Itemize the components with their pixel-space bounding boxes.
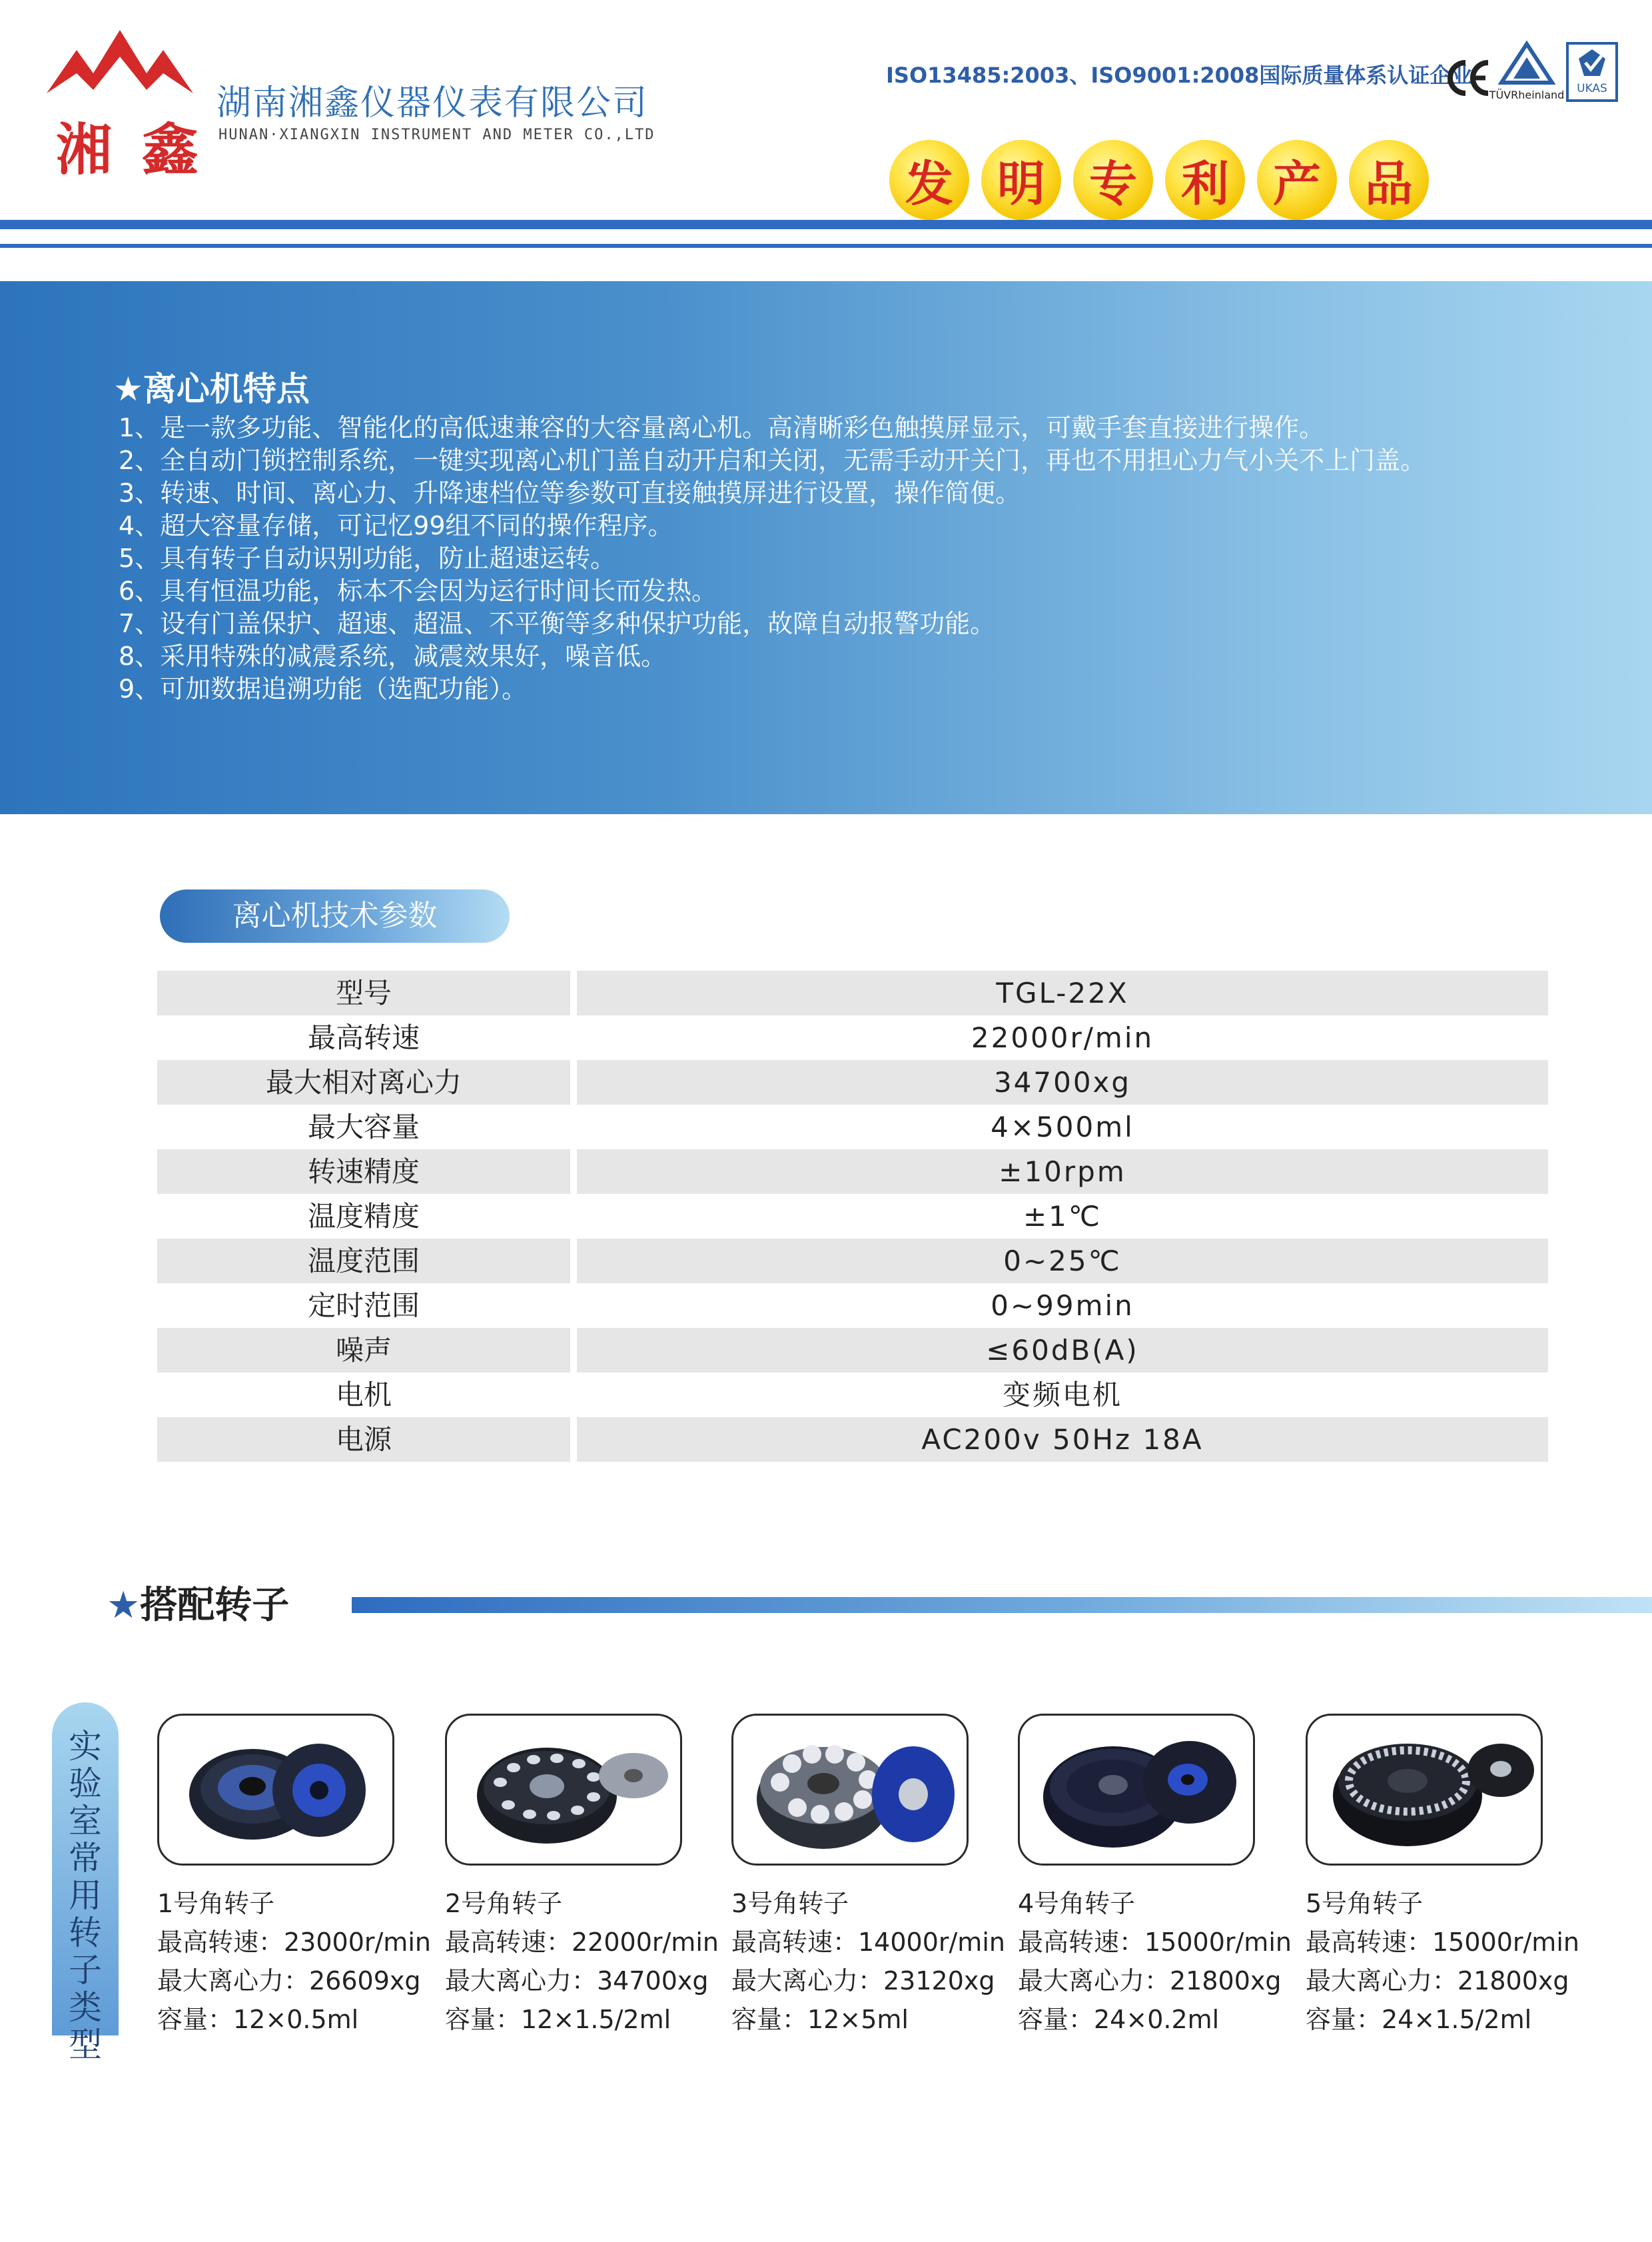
feature-item: 6、具有恒温功能，标本不会因为运行时间长而发热。 xyxy=(119,576,717,606)
table-row xyxy=(157,1239,1548,1283)
rotor-name: 2号角转子 xyxy=(445,1889,563,1918)
logo-mountains-icon xyxy=(47,27,193,107)
tuv-label: TÜVRheinland xyxy=(1489,89,1565,101)
feature-item: 5、具有转子自动识别功能，防止超速运转。 xyxy=(119,544,616,573)
feature-item: 3、转速、时间、离心力、升降速档位等参数可直接触摸屏进行设置，操作简便。 xyxy=(119,478,1021,508)
table-row xyxy=(157,1015,1548,1060)
table-row xyxy=(157,1417,1548,1462)
feature-item: 2、全自动门锁控制系统，一键实现离心机门盖自动开启和关闭，无需手动开关门，再也不用担心力气小关不上门盖。 xyxy=(119,446,1426,475)
rotor-force: 最大离心力：23120xg xyxy=(731,1966,995,1995)
feature-item: 4、超大容量存储，可记忆99组不同的操作程序。 xyxy=(119,511,673,540)
company-name-cn: 湖南湘鑫仪器仪表有限公司 xyxy=(216,83,649,123)
rotor-capacity: 容量：12×5ml xyxy=(731,2005,909,2034)
rotor-image xyxy=(157,1714,394,1866)
logo-characters: 湘 鑫 xyxy=(56,117,204,183)
rotor-card xyxy=(157,1714,431,2039)
rotor-name: 4号角转子 xyxy=(1018,1889,1136,1918)
rotor-force: 最大离心力：26609xg xyxy=(157,1966,421,1995)
param-value: ≤60dB(A) xyxy=(577,1328,1548,1373)
rotor-speed: 最高转速：22000r/min xyxy=(445,1928,719,1957)
param-name: 型号 xyxy=(157,971,570,1015)
header-divider-thin xyxy=(0,244,1652,248)
param-name: 温度范围 xyxy=(157,1239,570,1283)
tuv-rheinland-icon xyxy=(1489,40,1565,104)
table-row xyxy=(157,1328,1548,1373)
table-row xyxy=(157,1194,1548,1239)
company-name-en: HUNAN·XIANGXIN INSTRUMENT AND METER CO.,LTD xyxy=(218,127,655,143)
param-name: 电源 xyxy=(157,1417,570,1462)
feature-item: 8、采用特殊的减震系统，减震效果好，噪音低。 xyxy=(119,642,667,671)
param-value: 4×500ml xyxy=(991,1111,1134,1143)
param-value: 变频电机 xyxy=(1002,1379,1122,1411)
param-name: 最大相对离心力 xyxy=(157,1060,570,1105)
param-value: 0~99min xyxy=(991,1289,1134,1322)
param-name: 定时范围 xyxy=(307,1289,420,1322)
rotor-force: 最大离心力：21800xg xyxy=(1306,1966,1569,1995)
features-list xyxy=(119,412,1426,706)
param-name: 最高转速 xyxy=(307,1021,420,1054)
rotor-speed: 最高转速：14000r/min xyxy=(731,1928,1005,1957)
feature-item: 9、可加数据追溯功能（选配功能）。 xyxy=(119,674,528,704)
patent-badge: 明 xyxy=(981,140,1061,220)
side-label-text: 实 验 室 常 用 转 子 类 型 xyxy=(69,1727,102,2064)
rotor-5-icon xyxy=(1308,1716,1541,1864)
patent-badge: 品 xyxy=(1349,140,1429,220)
rotor-image xyxy=(1306,1714,1543,1866)
rotor-1-icon xyxy=(159,1716,392,1864)
param-value: ±10rpm xyxy=(577,1149,1548,1194)
rotor-capacity: 容量：24×0.2ml xyxy=(1018,2005,1220,2034)
rotor-capacity: 容量：12×0.5ml xyxy=(157,2005,359,2034)
rotors-title-bar xyxy=(352,1597,1652,1613)
ce-mark-icon xyxy=(1444,55,1491,101)
rotor-card xyxy=(1306,1714,1579,2039)
patent-badge: 利 xyxy=(1165,140,1245,220)
param-value: ±1℃ xyxy=(1023,1200,1102,1233)
rotor-force: 最大离心力：21800xg xyxy=(1018,1966,1282,1995)
params-table xyxy=(157,971,1548,1462)
features-section xyxy=(0,281,1652,814)
company-logo xyxy=(47,27,204,183)
rotor-name: 3号角转子 xyxy=(731,1889,849,1918)
star-icon: ★ xyxy=(107,1584,141,1627)
param-value: 0~25℃ xyxy=(577,1239,1548,1283)
rotor-speed: 最高转速：15000r/min xyxy=(1306,1928,1579,1957)
param-value: TGL-22X xyxy=(577,971,1548,1015)
patent-badge: 专 xyxy=(1073,140,1153,220)
rotors-title-text: 搭配转子 xyxy=(140,1584,290,1627)
patent-badge: 产 xyxy=(1257,140,1337,220)
certification-text: ISO13485:2003、ISO9001:2008国际质量体系认证企业 xyxy=(886,63,1473,88)
table-row xyxy=(157,1373,1548,1417)
feature-item: 7、设有门盖保护、超速、超温、不平衡等多种保护功能，故障自动报警功能。 xyxy=(119,609,996,638)
rotors-title xyxy=(107,1576,289,1629)
ukas-label: UKAS xyxy=(1577,82,1607,95)
table-row xyxy=(157,1149,1548,1194)
rotor-image xyxy=(445,1714,682,1866)
rotor-3-icon xyxy=(733,1716,967,1864)
table-row xyxy=(157,1283,1548,1328)
patent-badge: 发 xyxy=(889,140,969,220)
param-value: AC200v 50Hz 18A xyxy=(577,1417,1548,1462)
patent-product-badges xyxy=(889,140,1441,220)
rotor-force: 最大离心力：34700xg xyxy=(445,1966,709,1995)
certification-icons xyxy=(1444,40,1624,104)
table-row xyxy=(157,1105,1548,1149)
rotor-image xyxy=(731,1714,969,1866)
ukas-icon xyxy=(1565,41,1619,103)
rotor-type-side-label xyxy=(52,1702,119,2064)
rotor-card xyxy=(445,1714,719,2039)
param-name: 温度精度 xyxy=(307,1200,420,1233)
params-title: 离心机技术参数 xyxy=(160,889,510,943)
param-value: 34700xg xyxy=(577,1060,1548,1105)
param-name: 转速精度 xyxy=(157,1149,570,1194)
header-divider xyxy=(0,220,1652,229)
rotor-name: 1号角转子 xyxy=(157,1889,275,1918)
rotor-4-icon xyxy=(1020,1716,1253,1864)
param-name: 最大容量 xyxy=(307,1111,420,1143)
feature-item: 1、是一款多功能、智能化的高低速兼容的大容量离心机。高清晰彩色触摸屏显示，可戴手套直接进行操作。 xyxy=(119,413,1325,442)
rotor-card xyxy=(731,1714,1005,2039)
param-value: 22000r/min xyxy=(971,1021,1154,1054)
rotor-card xyxy=(1018,1714,1292,2039)
param-name: 电机 xyxy=(335,1379,392,1411)
table-row xyxy=(157,971,1548,1015)
rotor-2-icon xyxy=(447,1716,680,1864)
features-title: ★离心机特点 xyxy=(113,370,310,408)
rotor-capacity: 容量：12×1.5/2ml xyxy=(445,2005,671,2034)
param-name: 噪声 xyxy=(157,1328,570,1373)
rotor-name: 5号角转子 xyxy=(1306,1889,1424,1918)
rotor-speed: 最高转速：15000r/min xyxy=(1018,1928,1292,1957)
rotor-capacity: 容量：24×1.5/2ml xyxy=(1306,2005,1532,2034)
table-row xyxy=(157,1060,1548,1105)
rotor-speed: 最高转速：23000r/min xyxy=(157,1928,431,1957)
rotor-image xyxy=(1018,1714,1255,1866)
